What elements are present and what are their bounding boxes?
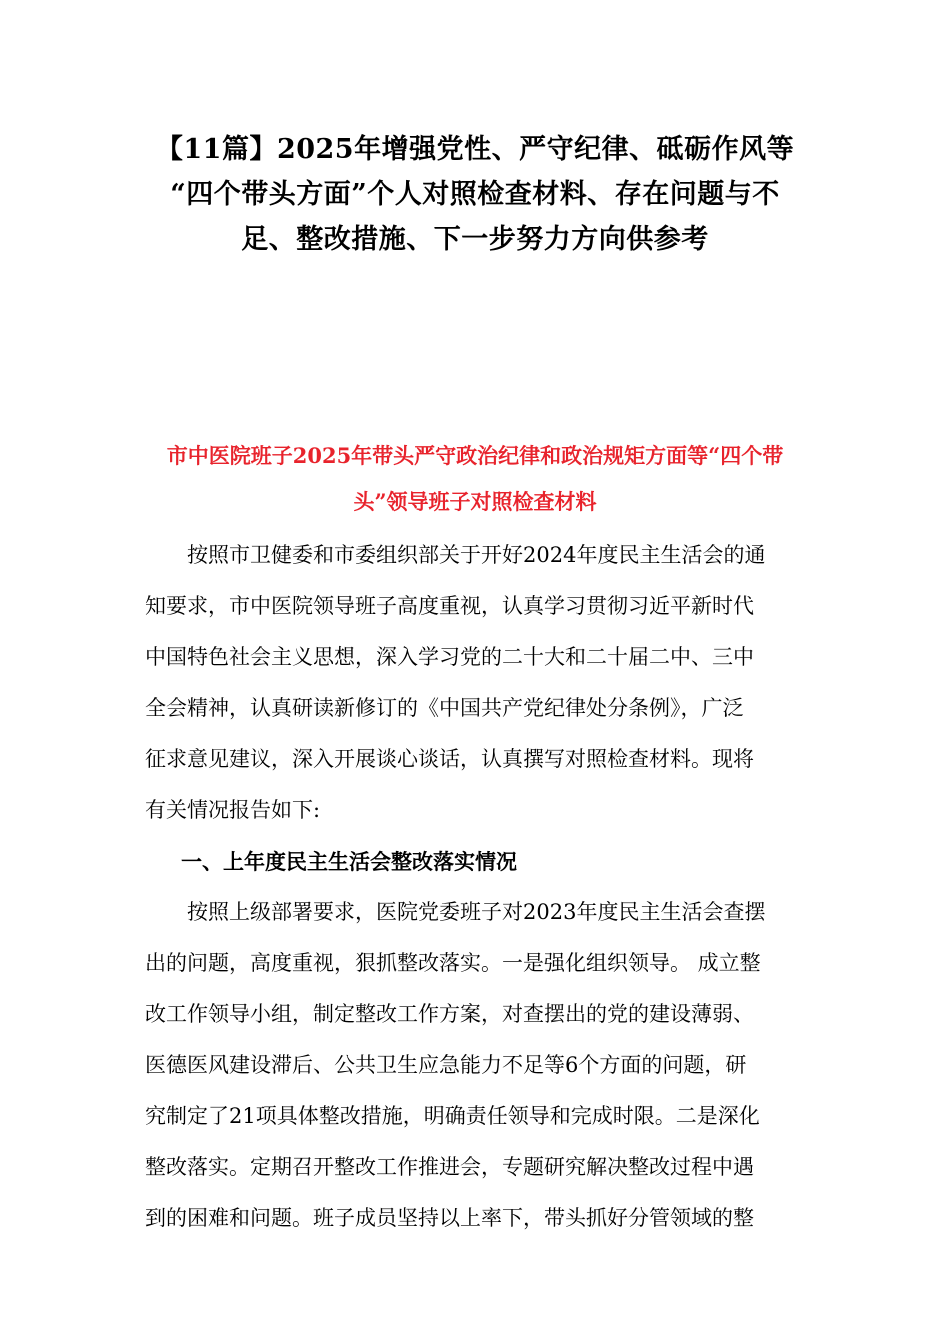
paragraph-line: 按照上级部署要求，医院党委班子对2023年度民主生活会查摆 <box>187 900 766 924</box>
section-heading: 一、上年度民主生活会整改落实情况 <box>181 849 517 874</box>
paragraph-line: 中国特色社会主义思想，深入学习党的二十大和二十届二中、三中 <box>145 645 754 669</box>
document-body <box>145 530 810 1244</box>
paragraph-line: 出的问题，高度重视，狠抓整改落实。一是强化组织领导。 成立整 <box>145 951 761 975</box>
section-subtitle <box>140 433 810 525</box>
title-line: “四个带头方面”个人对照检查材料、存在问题与不 <box>170 179 780 210</box>
paragraph-line: 整改落实。定期召开整改工作推进会，专题研究解决整改过程中遇 <box>145 1155 754 1179</box>
document-title <box>140 127 810 262</box>
subtitle-line: 市中医院班子2025年带头严守政治纪律和政治规矩方面等“四个带 <box>166 443 784 468</box>
paragraph-line: 全会精神，认真研读新修订的《中国共产党纪律处分条例》，广泛 <box>145 696 744 720</box>
intro-paragraph <box>145 530 810 836</box>
paragraph-line: 改工作领导小组，制定整改工作方案，对查摆出的党的建设薄弱、 <box>145 1002 754 1026</box>
subtitle-line: 头”领导班子对照检查材料 <box>353 489 597 514</box>
paragraph-line: 按照市卫健委和市委组织部关于开好2024年度民主生活会的通 <box>187 543 766 567</box>
paragraph-line: 征求意见建议，深入开展谈心谈话，认真撰写对照检查材料。现将 <box>145 747 754 771</box>
title-line: 【11篇】2025年增强党性、严守纪律、砥砺作风等 <box>155 134 795 165</box>
paragraph-line: 到的困难和问题。班子成员坚持以上率下，带头抓好分管领域的整 <box>145 1206 754 1230</box>
title-line: 足、整改措施、下一步努力方向供参考 <box>241 224 709 255</box>
paragraph-line: 究制定了21项具体整改措施，明确责任领导和完成时限。二是深化 <box>145 1104 760 1128</box>
paragraph-line: 知要求，市中医院领导班子高度重视，认真学习贯彻习近平新时代 <box>145 594 754 618</box>
paragraph-line: 医德医风建设滞后、公共卫生应急能力不足等6个方面的问题，研 <box>145 1053 747 1077</box>
paragraph-line: 有关情况报告如下: <box>145 798 321 822</box>
rectification-paragraph <box>145 887 810 1244</box>
